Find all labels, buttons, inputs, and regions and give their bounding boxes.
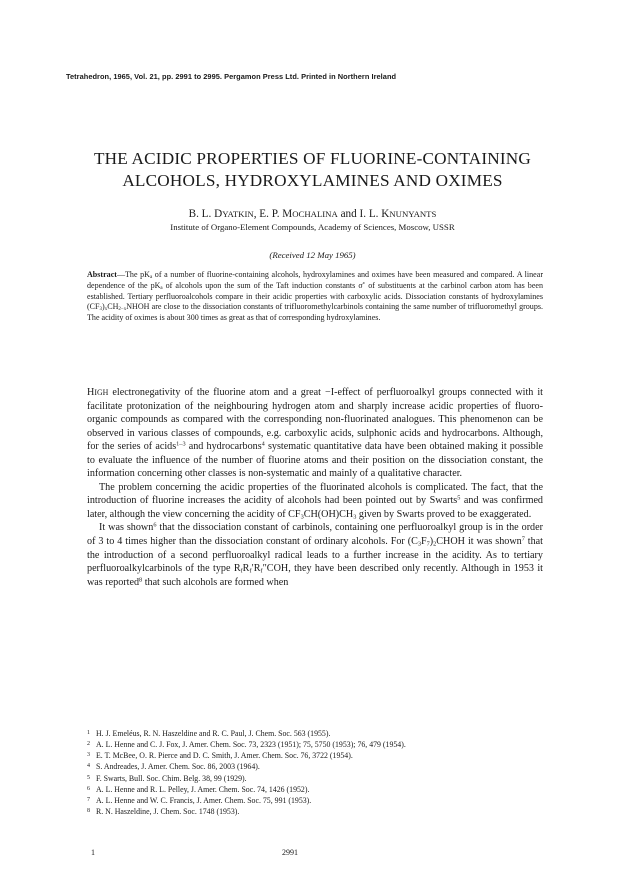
author-2-initials: E. P. <box>259 208 283 220</box>
footnote-text: A. L. Henne and C. J. Fox, J. Amer. Chem. Soc. 73, 2323 (1951); 75, 5750 (1953); 76, 479 (1954). <box>96 740 406 750</box>
author-1-surname-initial: D <box>214 208 223 220</box>
abstract-text: —The pK <box>116 270 150 279</box>
paragraph-text: R <box>242 563 250 575</box>
paragraph-1 <box>87 386 543 481</box>
author-separator-2: and <box>337 208 360 220</box>
footnote-text: F. Swarts, Bull. Soc. Chim. Belg. 38, 99 (1929). <box>96 773 247 783</box>
author-3-initials: I. L. <box>359 208 382 220</box>
subscript: 3 <box>353 513 357 521</box>
paper-title <box>50 148 575 192</box>
subscript: 7 <box>426 540 430 548</box>
paragraph-3 <box>87 521 543 589</box>
footnote <box>87 795 547 806</box>
subscript: 2−x <box>118 307 127 313</box>
body-text <box>87 386 543 589</box>
subscript: f <box>249 567 252 575</box>
author-3-surname-initial: K <box>381 208 390 220</box>
author-affiliation: Institute of Organo-Element Compounds, Academy of Sciences, Moscow, USSR <box>170 222 455 232</box>
abstract-text: of substituents at the carbinol carbon atom has been established. Tertiary perfluoroalcohols compare in their acidic properties with carboxylic acids. Dissociation constants of hydroxylamines (CF <box>87 280 543 312</box>
abstract-text: of a number of fluorine-containing alcohols, hydroxylamines and oximes have been measured and compared. A linear dependence of the pK <box>87 270 544 290</box>
abstract <box>87 270 543 324</box>
abstract-text: NHOH are close to the dissociation constants of trifluoromethylcarbinols containing the same number of trifluoromethyl groups. The acidity of oximes is about 300 times as great as that of corresponding hydroxylamines. <box>87 302 543 322</box>
paragraph-text: CHOH it was shown <box>436 536 522 548</box>
page-number: 2991 <box>282 848 298 857</box>
paragraph-text: F <box>421 536 427 548</box>
paragraph-text: and hydrocarbons <box>185 441 262 453</box>
paragraph-text: It was shown <box>99 522 154 534</box>
footnote-mark: 1 <box>87 730 90 736</box>
received-date: (Received 12 May 1965) <box>269 250 356 260</box>
paragraph-text: ) <box>429 536 434 548</box>
subscript: 3 <box>417 540 421 548</box>
author-2-surname-initial: M <box>282 208 293 220</box>
author-3-surname-rest: NUNYANTS <box>389 209 437 219</box>
footnote-text: H. J. Emeléus, R. N. Haszeldine and R. C. Paul, J. Chem. Soc. 563 (1955). <box>96 729 331 738</box>
abstract-text: ) <box>102 302 105 312</box>
title-line-2: ALCOHOLS, HYDROXYLAMINES AND OXIMES <box>122 171 503 190</box>
reference-mark: 1–3 <box>176 440 186 448</box>
footnote-text: A. L. Henne and W. C. Francis, J. Amer. Chem. Soc. 75, 991 (1953). <box>96 795 312 805</box>
footnote <box>87 750 547 761</box>
paragraph-text: that such alcohols are formed when <box>142 576 289 588</box>
footnote-text: E. T. McBee, O. R. Pierce and D. C. Smith, J. Amer. Chem. Soc. 76, 3722 (1954). <box>96 751 353 761</box>
reference-mark: 5 <box>457 494 461 502</box>
paragraph-2 <box>87 481 543 522</box>
abstract-label: Abstract <box>87 270 117 279</box>
subscript: f <box>260 567 263 575</box>
drop-initial: H <box>87 387 95 398</box>
subscript: 2 <box>433 540 437 548</box>
author-2-surname-rest: OCHALINA <box>292 209 338 219</box>
paragraph-text: that the dissociation constant of carbinols, containing one perfluoroalkyl group is in the order of 3 to 4 times higher than the dissociation constant of ordinary alcohols. For (C <box>87 522 543 548</box>
author-1-initials: B. L. <box>188 208 215 220</box>
subscript: a <box>149 275 153 281</box>
footnote-mark: 6 <box>87 785 90 792</box>
reference-mark: 6 <box>153 522 157 530</box>
reference-mark: 4 <box>261 440 265 448</box>
abstract-text: CH <box>107 302 119 312</box>
paragraph-text: The problem concerning the acidic properties of the fluorinated alcohols is complicated. The fact, that the introduction of fluorine increases the acidity of alcohols had been pointed out by Swarts <box>87 481 543 507</box>
footnote <box>87 739 547 750</box>
paragraph-text: given by Swarts proved to be exaggerated. <box>356 508 532 520</box>
footnote-mark: 8 <box>87 808 90 815</box>
abstract-text: of alcohols upon the sum of the Taft induction constants σ <box>162 280 363 290</box>
footnote-text: A. L. Henne and R. L. Pelley, J. Amer. Chem. Soc. 74, 1426 (1952). <box>96 784 310 794</box>
paragraph-text: that the introduction of a second perfluoroalkyl radical leads to a further increase in the acidity. As to tertiary perfluoroalkylcarbinols of the type R <box>87 536 543 575</box>
subscript: f <box>240 567 243 575</box>
paragraph-text: ′R <box>251 563 261 575</box>
subscript: a <box>160 285 163 291</box>
author-1-surname-rest: YATKIN <box>222 209 254 219</box>
footnotes <box>87 728 547 817</box>
small-caps-word: IGH <box>94 388 109 397</box>
footnote <box>87 728 547 739</box>
author-separator-1: , <box>253 208 260 220</box>
paragraph-text: CH(OH)CH <box>303 508 354 520</box>
paragraph-text: ″COH, they have been described only recently. Although in 1953 it was reported <box>87 563 543 588</box>
title-line-1: THE ACIDIC PROPERTIES OF FLUORINE-CONTAINING <box>93 149 532 168</box>
author-list <box>50 208 575 220</box>
paragraph-text: electronegativity of the fluorine atom and a great −I-effect of perfluoroalkyl groups connected with it facilitate protonization of the neighbouring hydrogen atom and sharply increase acidic properties of fluoro-organic compounds as compared with the corresponding non-fluorinated analogues. This phenomenon can be observed in various classes of compounds, e.g. carboxylic acids, sulphonic acids and hydrocarbons. Although, for the series of acids <box>87 387 543 453</box>
footnote-text: S. Andreades, J. Amer. Chem. Soc. 86, 2003 (1964). <box>96 762 260 772</box>
footnote <box>87 784 547 795</box>
footnote <box>87 773 547 784</box>
footnote-mark: 5 <box>87 774 90 781</box>
reference-mark: 7 <box>521 535 525 543</box>
footnote-mark: 7 <box>87 796 90 803</box>
subscript: 3 <box>300 513 304 521</box>
footnote <box>87 761 547 772</box>
paragraph-text: and was confirmed later, although the view concerning the acidity of CF <box>87 495 543 520</box>
journal-citation-line: Tetrahedron, 1965, Vol. 21, pp. 2991 to 2995. Pergamon Press Ltd. Printed in Northern Ireland <box>66 72 397 81</box>
footnote-text: R. N. Haszeldine, J. Chem. Soc. 1748 (1953). <box>96 807 240 817</box>
footnote-mark: 3 <box>87 752 90 759</box>
footnote-mark: 2 <box>87 741 90 748</box>
footnote-mark: 4 <box>87 763 90 770</box>
paragraph-text: systematic quantitative data have been obtained making it possible to evaluate the influence of the number of fluorine atoms and their position on the dissociation constant, the information concerning other classes is non-systematic and mainly of a qualitative character. <box>87 441 543 480</box>
footnote <box>87 806 547 817</box>
signature-mark: 1 <box>91 848 95 857</box>
reference-mark: 8 <box>139 576 143 584</box>
subscript: 3 <box>99 307 103 313</box>
superscript: * <box>362 282 366 288</box>
subscript: x <box>104 307 108 313</box>
